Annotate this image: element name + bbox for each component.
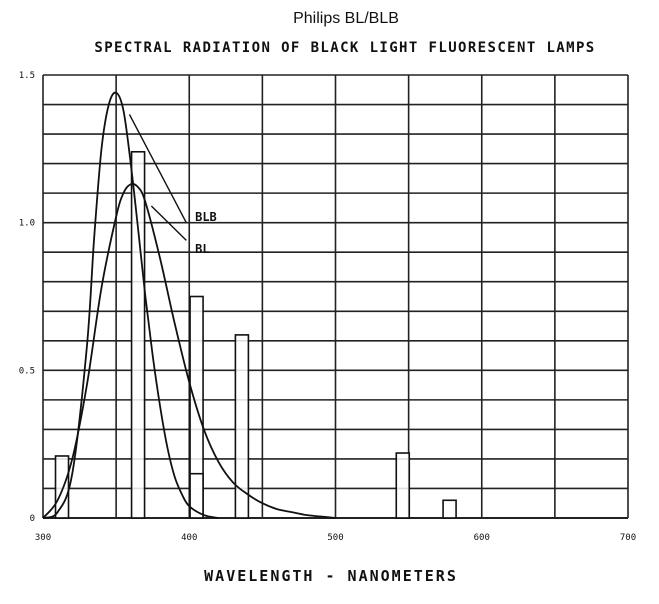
x-tick-label: 400 — [181, 533, 198, 543]
y-tick-label: 1.5 — [18, 71, 35, 81]
y-tick-label: 0 — [29, 514, 35, 524]
chart-subtitle: SPECTRAL RADIATION OF BLACK LIGHT FLUORESCENT LAMPS — [94, 40, 596, 56]
x-tick-label: 600 — [473, 533, 490, 543]
y-tick-label: 0.5 — [18, 366, 35, 377]
annotation-label-blb: BLB — [195, 209, 217, 224]
mercury-line-bar — [396, 453, 409, 518]
x-tick-label: 700 — [619, 533, 637, 543]
mercury-line-bar — [443, 500, 456, 518]
x-tick-label: 500 — [327, 533, 344, 543]
annotation-label-bl: BL — [195, 242, 210, 257]
x-tick-label: 300 — [34, 533, 52, 543]
chart-title: Philips BL/BLB — [293, 10, 399, 27]
tick-labels — [19, 71, 636, 543]
mercury-line-bar — [132, 152, 145, 518]
grid — [43, 75, 628, 518]
mercury-line-bar — [56, 456, 69, 518]
x-axis-label: WAVELENGTH - NANOMETERS — [204, 567, 458, 585]
y-tick-label: 1.0 — [18, 218, 35, 229]
